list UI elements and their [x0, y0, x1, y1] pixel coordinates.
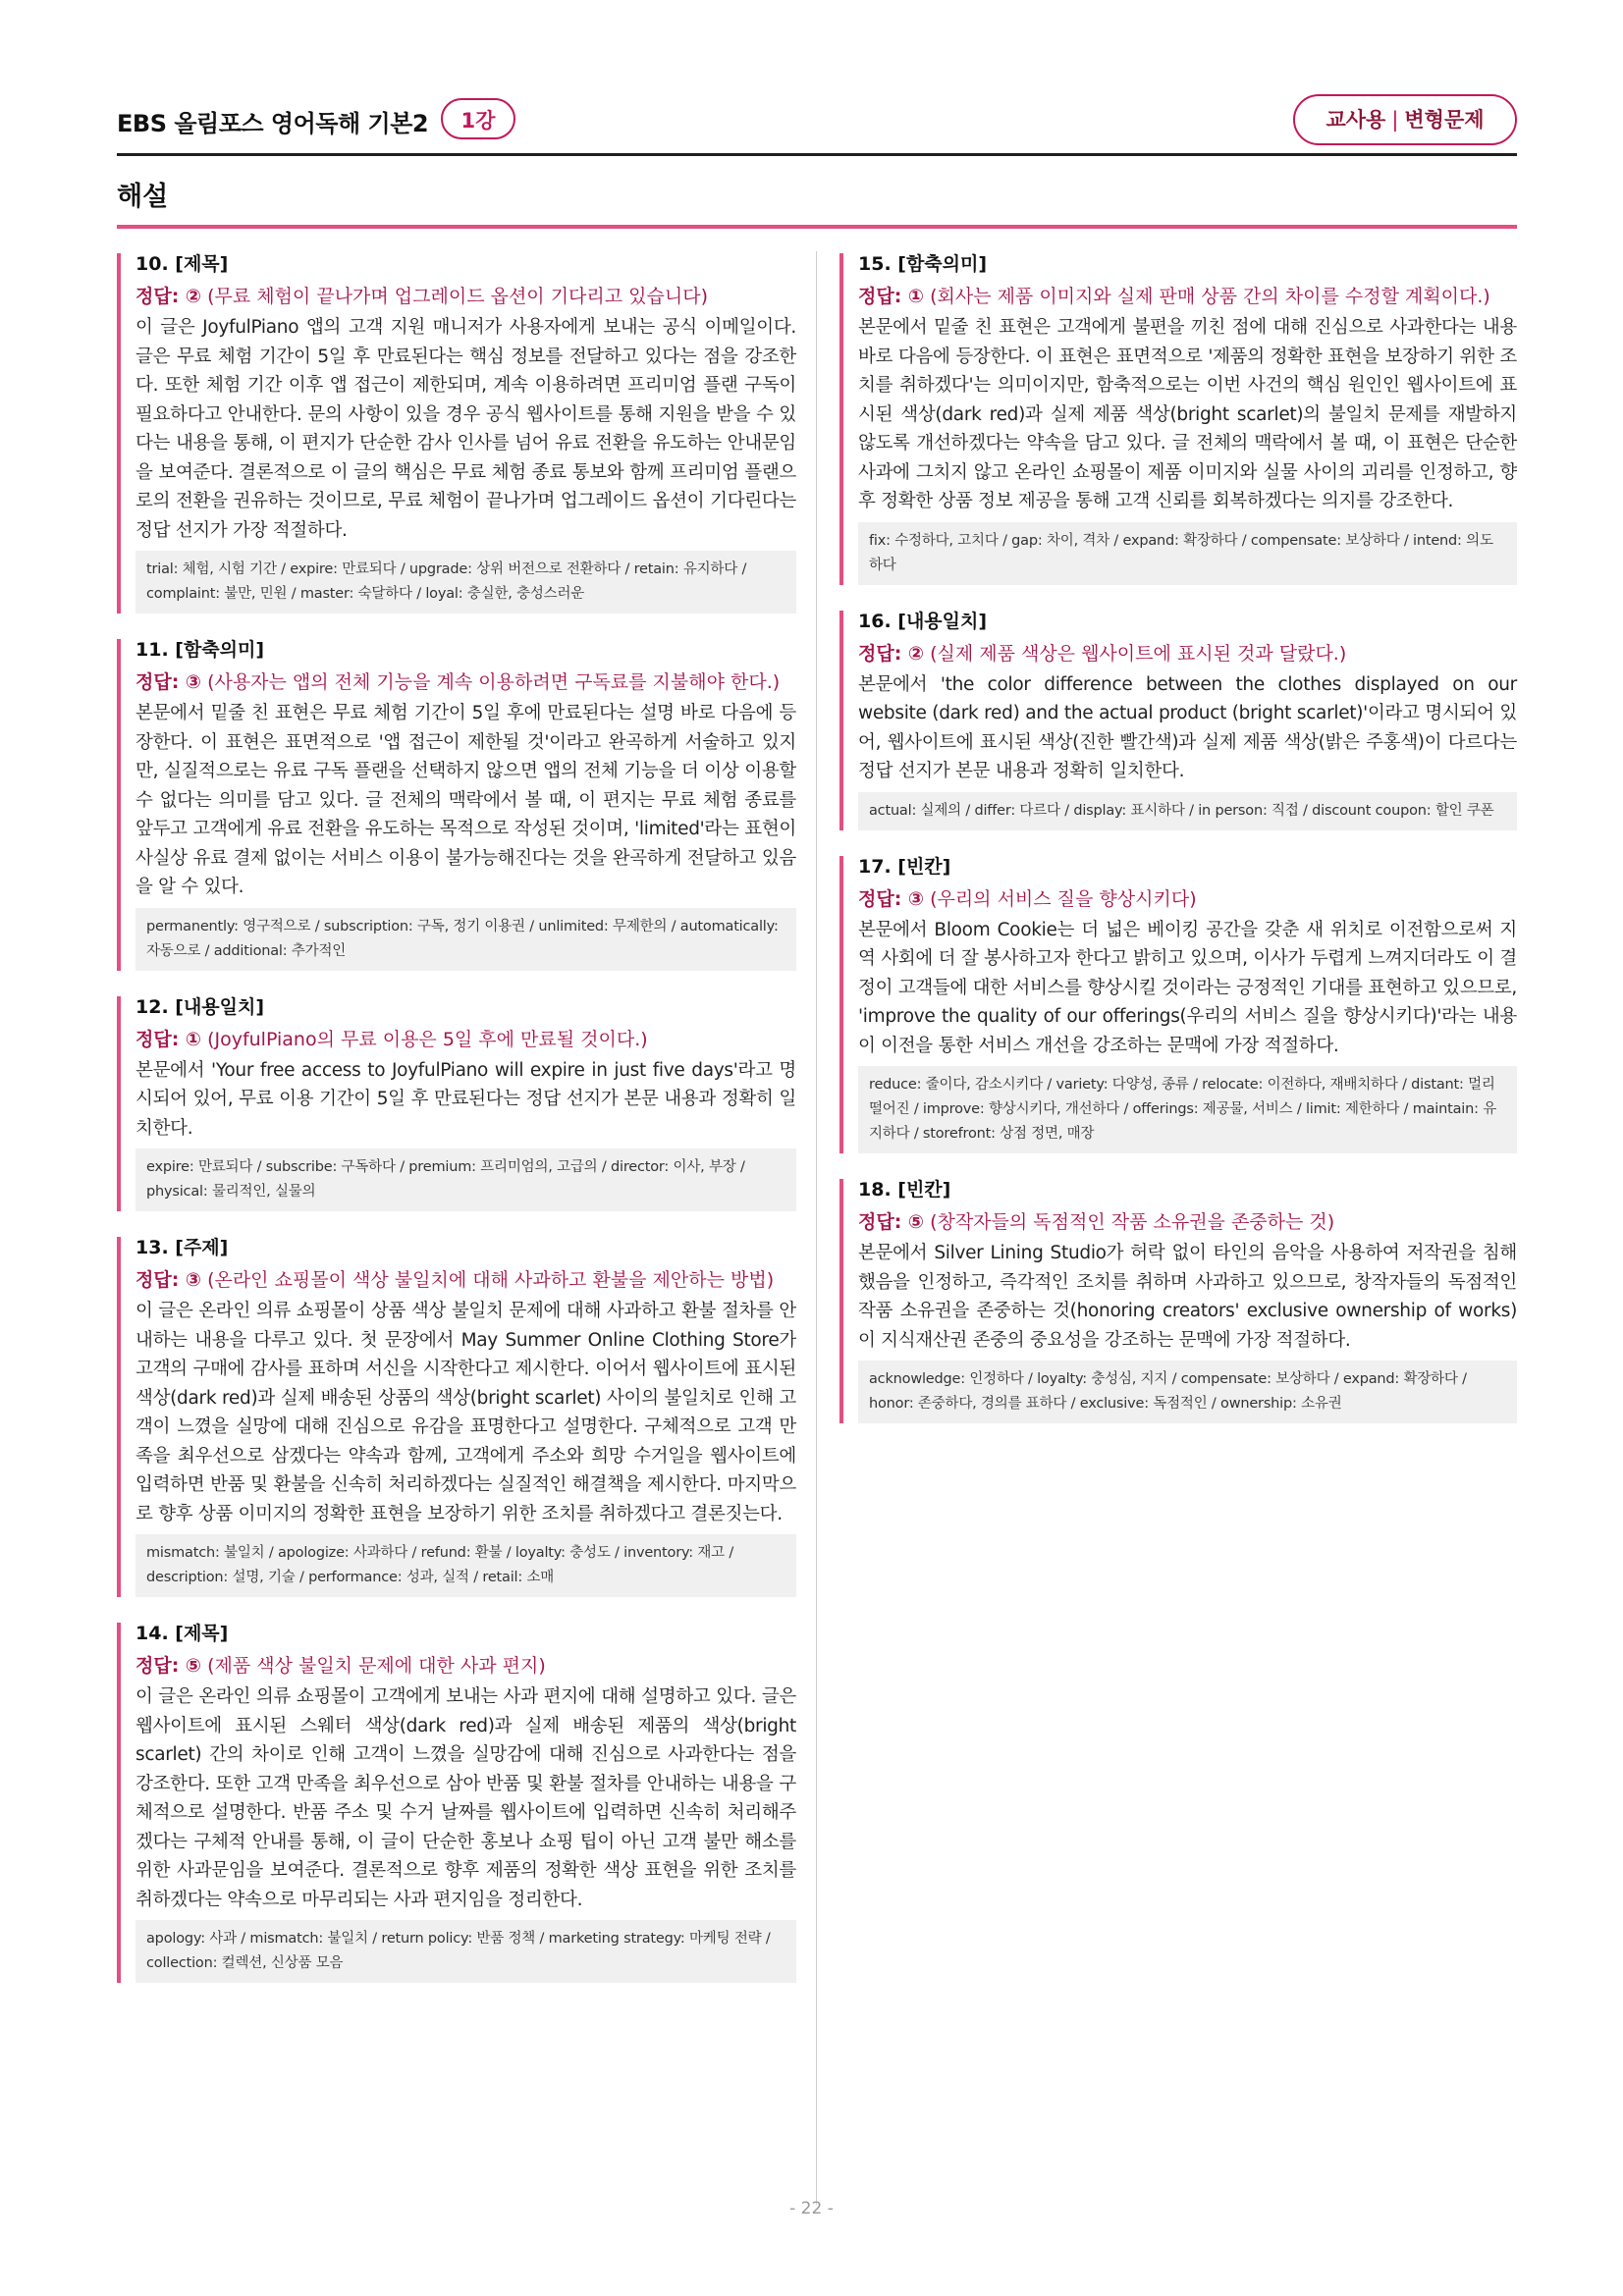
answer-line	[135, 283, 796, 311]
question-title: 11. [함축의미]	[135, 639, 265, 661]
vocabulary-box: acknowledge: 인정하다 / loyalty: 충성심, 지지 / compensate: 보상하다 / expand: 확장하다 / honor: 존중하다, 경의를 표하다 / exclusive: 독점적인 / ownership: 소유권	[858, 1361, 1517, 1423]
answer-label: 정답: ①	[135, 1028, 202, 1050]
left-column	[117, 251, 796, 2006]
answer-line	[858, 885, 1517, 914]
answer-text: (무료 체험이 끝나가며 업그레이드 옵션이 기다리고 있습니다)	[207, 286, 708, 307]
answer-line	[135, 668, 796, 697]
question-title: 17. [빈칸]	[858, 855, 951, 878]
section-divider	[117, 225, 1517, 229]
vocabulary-box: apology: 사과 / mismatch: 불일치 / return policy: 반품 정책 / marketing strategy: 마케팅 전략 / collection: 컬렉션, 신상품 모음	[135, 1920, 796, 1983]
explanation-item	[839, 609, 1517, 830]
question-title: 14. [제목]	[135, 1623, 229, 1644]
explanation-text: 본문에서 Bloom Cookie는 더 넓은 베이킹 공간을 갖춘 새 위치로 이전함으로써 지역 사회에 더 잘 봉사하고자 한다고 밝히고 있으며, 이사가 두렵게 느껴지더라도 이 결정이 고객들에 대한 서비스를 향상시킬 것이라는 긍정적인 기대를 표현하고 있으므로, 'improve the quality of our offerings(우리의 서비스 질을 향상시키다)'라는 내용이 이전을 통한 서비스 개선을 강조하는 문맥에 가장 적절하다.	[858, 919, 1517, 1056]
question-title: 10. [제목]	[135, 253, 229, 275]
answer-line	[135, 1652, 796, 1681]
explanation-text: 본문에서 Silver Lining Studio가 허락 없이 타인의 음악을 사용하여 저작권을 침해했음을 인정하고, 즉각적인 조치를 취하며 사과하고 있으므로, 창작자들의 독점적인 작품 소유권을 존중하는 것(honoring creators' exclusive ownership of works)이 지식재산권 존중의 중요성을 강조하는 문맥에 가장 적절하다.	[858, 1243, 1517, 1351]
explanation-item	[839, 854, 1517, 1154]
vocabulary-box: expire: 만료되다 / subscribe: 구독하다 / premium: 프리미엄의, 고급의 / director: 이사, 부장 / physical: 물리적인, 실물의	[135, 1148, 796, 1211]
answer-label: 정답: ⑤	[135, 1655, 202, 1677]
vocabulary-box: permanently: 영구적으로 / subscription: 구독, 정기 이용권 / unlimited: 무제한의 / automatically: 자동으로 / additional: 추가적인	[135, 908, 796, 971]
vocabulary-box: mismatch: 불일치 / apologize: 사과하다 / refund: 환불 / loyalty: 충성도 / inventory: 재고 / description: 설명, 기술 / performance: 성과, 실적 / retail: 소매	[135, 1534, 796, 1597]
column-divider	[816, 251, 817, 2205]
answer-text: (온라인 쇼핑몰이 색상 불일치에 대해 사과하고 환불을 제안하는 방법)	[207, 1269, 775, 1291]
explanation-item	[117, 1235, 796, 1597]
answer-label: 정답: ③	[135, 671, 202, 693]
answer-text: (제품 색상 불일치 문제에 대한 사과 편지)	[207, 1655, 546, 1677]
answer-label: 정답: ③	[858, 887, 925, 910]
badge-separator: |	[1391, 108, 1399, 132]
answer-text: (우리의 서비스 질을 향상시키다)	[930, 887, 1197, 910]
answer-line	[858, 1208, 1517, 1237]
explanation-text: 본문에서 밑줄 친 표현은 고객에게 불편을 끼친 점에 대해 진심으로 사과한다는 내용 바로 다음에 등장한다. 이 표현은 표면적으로 '제품의 정확한 표현을 보장하기 위한 조치를 취하겠다'는 의미이지만, 함축적으로는 이번 사건의 핵심 원인인 웹사이트에 표시된 색상(dark red)과 실제 제품 색상(bright scarlet)의 불일치 문제를 재발하지 않도록 개선하겠다는 약속을 담고 있다. 글 전체의 맥락에서 볼 때, 이 표현은 단순한 사과에 그치지 않고 온라인 쇼핑몰이 제품 이미지와 실물 사이의 괴리를 인정하고, 향후 정확한 상품 정보 제공을 통해 고객 신뢰를 회복하겠다는 의지를 강조한다.	[858, 317, 1517, 511]
explanation-text: 이 글은 온라인 의류 쇼핑몰이 상품 색상 불일치 문제에 대해 사과하고 환불 절차를 안내하는 내용을 다루고 있다. 첫 문장에서 May Summer Online Clothing Store가 고객의 구매에 감사를 표하며 서신을 시작한다고 제시한다. 이어서 웹사이트에 표시된 색상(dark red)과 실제 배송된 상품의 색상(bright scarlet) 사이의 불일치로 인해 고객이 느꼈을 실망에 대해 진심으로 유감을 표명한다고 설명한다. 구체적으로 고객 만족을 최우선으로 삼겠다는 약속과 함께, 고객에게 주소와 희망 수거일을 웹사이트에 입력하면 반품 및 환불을 신속히 처리하겠다는 실질적인 해결책을 제시한다. 마지막으로 향후 상품 이미지의 정확한 표현을 보장하기 위한 조치를 취하겠다고 결론짓는다.	[135, 1301, 796, 1524]
question-title: 15. [함축의미]	[858, 253, 988, 275]
book-title: EBS 올림포스 영어독해 기본2	[117, 110, 429, 137]
question-title: 16. [내용일치]	[858, 610, 988, 632]
page-header	[117, 94, 1517, 151]
explanation-item	[117, 251, 796, 614]
answer-text: (회사는 제품 이미지와 실제 판매 상품 간의 차이를 수정할 계획이다.)	[930, 286, 1490, 307]
explanation-item	[117, 1621, 796, 1983]
explanation-item	[839, 251, 1517, 585]
page-number: - 22 -	[789, 2199, 834, 2218]
explanation-item	[117, 994, 796, 1212]
explanation-item	[839, 1177, 1517, 1423]
badge-variant-label: 변형문제	[1404, 108, 1485, 132]
question-title: 13. [주제]	[135, 1237, 229, 1258]
answer-label: 정답: ③	[135, 1269, 202, 1291]
answer-line	[858, 640, 1517, 668]
answer-text: (실제 제품 색상은 웹사이트에 표시된 것과 달랐다.)	[930, 642, 1347, 665]
vocabulary-box: reduce: 줄이다, 감소시키다 / variety: 다양성, 종류 / relocate: 이전하다, 재배치하다 / distant: 멀리 떨어진 / improve: 향상시키다, 개선하다 / offerings: 제공물, 서비스 / limit: 제한하다 / maintain: 유지하다 / storefront: 상점 정면, 매장	[858, 1066, 1517, 1153]
explanation-text: 본문에서 밑줄 친 표현은 무료 체험 기간이 5일 후에 만료된다는 설명 바로 다음에 등장한다. 이 표현은 표면적으로 '앱 접근이 제한될 것'이라고 완곡하게 서술하고 있지만, 실질적으로는 유료 구독 플랜을 선택하지 않으면 앱의 전체 기능을 더 이상 이용할 수 없다는 의미를 담고 있다. 글 전체의 맥락에서 볼 때, 이 편지는 무료 체험 종료를 앞두고 고객에게 유료 전환을 유도하는 목적으로 작성된 것이며, 'limited'라는 표현이 사실상 유료 결제 없이는 서비스 이용이 불가능해진다는 것을 완곡하게 전달하고 있음을 알 수 있다.	[135, 703, 796, 897]
answer-line	[135, 1026, 796, 1054]
explanation-text: 본문에서 'the color difference between the clothes displayed on our website (dark red) and the actual product (bright scarlet)'이라고 명시되어 있어, 웹사이트에 표시된 색상(진한 빨간색)과 실제 제품 색상(밝은 주홍색)이 다르다는 정답 선지가 본문 내용과 정확히 일치한다.	[858, 673, 1517, 781]
answer-label: 정답: ②	[858, 642, 925, 665]
teacher-badge	[1293, 94, 1517, 145]
question-title: 18. [빈칸]	[858, 1179, 951, 1201]
answer-line	[858, 283, 1517, 311]
lesson-badge: 1강	[441, 98, 515, 139]
vocabulary-box: trial: 체험, 시험 기간 / expire: 만료되다 / upgrade: 상위 버전으로 전환하다 / retain: 유지하다 / complaint: 불만, 민원 / master: 숙달하다 / loyal: 충실한, 충성스러운	[135, 551, 796, 614]
explanation-text: 본문에서 'Your free access to JoyfulPiano will expire in just five days'라고 명시되어 있어, 무료 이용 기간이 5일 후 만료된다는 정답 선지가 본문 내용과 정확히 일치한다.	[135, 1059, 796, 1139]
explanation-text: 이 글은 JoyfulPiano 앱의 고객 지원 매니저가 사용자에게 보내는 공식 이메일이다. 글은 무료 체험 기간이 5일 후 만료된다는 핵심 정보를 전달하고 있다는 점을 강조한다. 또한 체험 기간 이후 앱 접근이 제한되며, 계속 이용하려면 프리미엄 플랜 구독이 필요하다고 안내한다. 문의 사항이 있을 경우 공식 웹사이트를 통해 지원을 받을 수 있다는 내용을 통해, 이 편지가 단순한 감사 인사를 넘어 유료 전환을 유도하는 안내문임을 보여준다. 결론적으로 이 글의 핵심은 무료 체험 종료 통보와 함께 프리미엄 플랜으로의 전환을 권유하는 것이므로, 무료 체험이 끝나가며 업그레이드 옵션이 기다린다는 정답 선지가 가장 적절하다.	[135, 317, 796, 541]
vocabulary-box: fix: 수정하다, 고치다 / gap: 차이, 격차 / expand: 확장하다 / compensate: 보상하다 / intend: 의도하다	[858, 522, 1517, 585]
answer-line	[135, 1266, 796, 1295]
header-divider	[117, 153, 1517, 156]
answer-label: 정답: ⑤	[858, 1211, 925, 1233]
answer-label: 정답: ②	[135, 286, 202, 307]
answer-text: (JoyfulPiano의 무료 이용은 5일 후에 만료될 것이다.)	[207, 1028, 648, 1050]
badge-teacher-label: 교사용	[1325, 108, 1386, 132]
explanation-text: 이 글은 온라인 의류 쇼핑몰이 고객에게 보내는 사과 편지에 대해 설명하고 있다. 글은 웹사이트에 표시된 스웨터 색상(dark red)과 실제 배송된 제품의 색상(bright scarlet) 간의 차이로 인해 고객이 느꼈을 실망감에 대해 진심으로 사과한다는 점을 강조한다. 또한 고객 만족을 최우선으로 삼아 반품 및 환불 절차를 안내하는 내용을 구체적으로 설명한다. 반품 주소 및 수거 날짜를 웹사이트에 입력하면 신속히 처리해주겠다는 구체적 안내를 통해, 이 글이 단순한 홍보나 쇼핑 팁이 아닌 고객 불만 해소를 위한 사과문임을 보여준다. 결론적으로 향후 제품의 정확한 색상 표현을 위한 조치를 취하겠다는 약속으로 마무리되는 사과 편지임을 정리한다.	[135, 1686, 796, 1910]
answer-text: (사용자는 앱의 전체 기능을 계속 이용하려면 구독료를 지불해야 한다.)	[207, 671, 781, 693]
explanation-item	[117, 637, 796, 971]
question-title: 12. [내용일치]	[135, 995, 265, 1018]
section-title: 해설	[117, 182, 169, 212]
answer-label: 정답: ①	[858, 286, 925, 307]
right-column	[839, 251, 1517, 1447]
vocabulary-box: actual: 실제의 / differ: 다르다 / display: 표시하다 / in person: 직접 / discount coupon: 할인 쿠폰	[858, 792, 1517, 830]
answer-text: (창작자들의 독점적인 작품 소유권을 존중하는 것)	[930, 1211, 1335, 1233]
